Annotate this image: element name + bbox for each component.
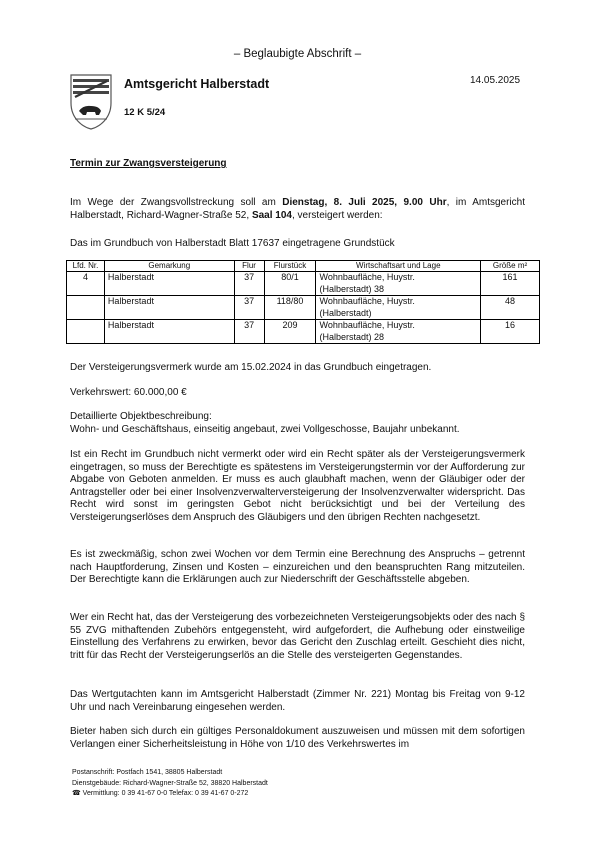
- grundbuch-paragraph: Das im Grundbuch von Halberstadt Blatt 17637 eingetragene Grundstück: [70, 238, 395, 249]
- table-row: [67, 320, 540, 344]
- cell-groesse: 48: [481, 296, 540, 320]
- lage-line-1: Wohnbaufläche, Huystr.: [319, 320, 415, 330]
- auction-room: Saal 104: [251, 209, 292, 221]
- intro-text-a: Im Wege der Zwangsvollstreckung soll am: [70, 197, 283, 208]
- lage-line-2: (Halberstadt) 38: [319, 283, 385, 294]
- objection-paragraph: Wer ein Recht hat, das der Versteigerung des vorbezeichneten Versteigerungsobjekts oder des nach § 55 ZVG mithaftenden Zubehörs entgegensteht, wird aufgefordert, die Aufhebung oder einstweilige Einstellung des Verfahrens zu erwirken, bevor das Gericht den Zuschlag erteilt. Geschieht dies nicht, tritt für das Recht der Versteigerungserlös an die Stelle des versteigerten Gegenstandes.: [70, 612, 525, 661]
- cell-gemarkung: Halberstadt: [104, 296, 234, 320]
- cell-flur: 37: [234, 296, 264, 320]
- advice-paragraph: Es ist zweckmäßig, schon zwei Wochen vor dem Termin eine Berechnung des Anspruchs – getrennt nach Hauptforderung, Zinsen und Kosten – einzureichen und den beanspruchten Rang mitzuteilen. Der Berechtigte kann die Erklärungen auch zur Niederschrift der Geschäftsstelle abgeben.: [70, 549, 525, 586]
- lage-line-1: Wohnbaufläche, Huystr.: [319, 296, 415, 306]
- cell-flurstueck: 118/80: [264, 296, 316, 320]
- cell-flur: 37: [234, 320, 264, 344]
- footer-office-address: Dienstgebäude: Richard-Wagner-Straße 52, 38820 Halberstadt: [72, 779, 268, 787]
- coat-of-arms-icon: [69, 73, 113, 131]
- court-name: Amtsgericht Halberstadt: [124, 77, 270, 91]
- cell-flurstueck: 209: [264, 320, 316, 344]
- cell-groesse: 16: [481, 320, 540, 344]
- intro-text-c: , im Amtsgericht Halberstadt, Richard-Wagner-Straße 52,: [70, 197, 525, 221]
- cell-gemarkung: Halberstadt: [104, 320, 234, 344]
- object-description: Wohn- und Geschäftshaus, einseitig angebaut, zwei Vollgeschosse, Baujahr unbekannt.: [70, 424, 460, 435]
- lage-line-1: Wohnbaufläche, Huystr.: [319, 272, 415, 282]
- lage-line-2: (Halberstadt): [319, 307, 372, 318]
- intro-paragraph: [70, 197, 525, 222]
- cell-lage: [316, 320, 481, 344]
- col-header-lage: Wirtschaftsart und Lage: [316, 261, 481, 272]
- table-row: [67, 272, 540, 296]
- col-header-groesse: Größe m²: [481, 261, 540, 272]
- footer-contact: [72, 768, 268, 800]
- col-header-flur: Flur: [234, 261, 264, 272]
- property-table: [66, 260, 540, 344]
- table-row: [67, 296, 540, 320]
- object-description-label: Detaillierte Objektbeschreibung:: [70, 411, 212, 422]
- cell-nr: 4: [67, 272, 105, 296]
- cell-nr: [67, 296, 105, 320]
- rights-paragraph: Ist ein Recht im Grundbuch nicht vermerkt oder wird ein Recht später als der Versteigerungsvermerk eingetragen, so muss der Berechtigte es spätestens im Versteigerungstermin vor der Aufforderung zur Abgabe von Geboten anmelden. Er muss es auch glaubhaft machen, wenn der Gläubiger oder der Antragsteller oder bei einer Insolvenzverwalterversteigerung der Insolvenzverwalter widerspricht. Das Recht wird sonst im geringsten Gebot nicht berücksichtigt und bei der Verteilung des Versteigerungserlöses dem Anspruch des Gläubigers und den übrigen Rechten nachgesetzt.: [70, 449, 525, 523]
- cell-groesse: 161: [481, 272, 540, 296]
- document-date: 14.05.2025: [470, 75, 521, 86]
- col-header-nr: Lfd. Nr.: [67, 261, 105, 272]
- footer-postal-address: Postanschrift: Postfach 1541, 38805 Halberstadt: [72, 769, 223, 776]
- bidder-paragraph: Bieter haben sich durch ein gültiges Personaldokument auszuweisen und müssen mit dem sofortigen Verlangen einer Sicherheitsleistung in Höhe von 1/10 des Verkehrswertes im: [70, 726, 525, 750]
- vermerk-paragraph: Der Versteigerungsvermerk wurde am 15.02.2024 in das Grundbuch eingetragen.: [70, 362, 432, 373]
- document-heading: Termin zur Zwangsversteigerung: [70, 158, 227, 169]
- auction-datetime: Dienstag, 8. Juli 2025, 9.00 Uhr: [282, 197, 447, 208]
- appraisal-paragraph: Das Wertgutachten kann im Amtsgericht Halberstadt (Zimmer Nr. 221) Montag bis Freitag von 9-12 Uhr und nach Vereinbarung eingesehen werden.: [70, 689, 525, 713]
- cell-gemarkung: Halberstadt: [104, 272, 234, 296]
- cell-flurstueck: 80/1: [264, 272, 316, 296]
- case-number: 12 K 5/24: [124, 107, 166, 118]
- cell-nr: [67, 320, 105, 344]
- lage-line-2: (Halberstadt) 28: [319, 331, 385, 342]
- cell-lage: [316, 272, 481, 296]
- footer-phone: ☎ Vermittlung: 0 39 41-67 0-0 Telefax: 0 39 41-67 0-272: [72, 790, 249, 797]
- table-header-row: [67, 261, 540, 272]
- cell-lage: [316, 296, 481, 320]
- intro-text-e: , versteigert werden:: [291, 209, 383, 221]
- verkehrswert: Verkehrswert: 60.000,00 €: [70, 387, 187, 398]
- cell-flur: 37: [234, 272, 264, 296]
- certified-copy-title: – Beglaubigte Abschrift –: [233, 48, 362, 60]
- col-header-gemarkung: Gemarkung: [104, 261, 234, 272]
- col-header-flurstueck: Flurstück: [264, 261, 316, 272]
